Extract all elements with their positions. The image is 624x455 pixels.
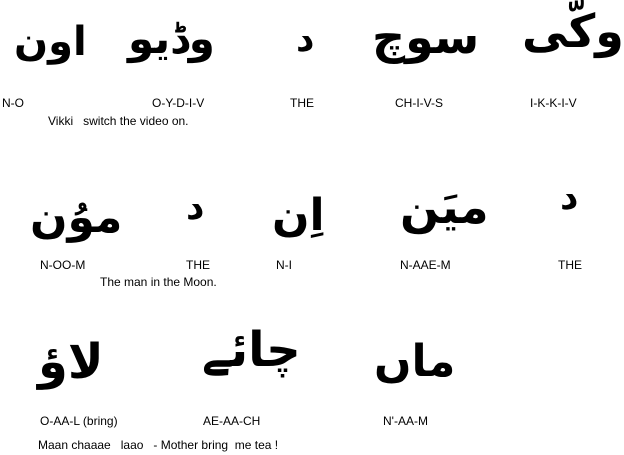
transliteration-label: N-AAE-M	[400, 258, 451, 272]
transliteration-label: N-I	[276, 258, 292, 272]
transliteration-label: N-O	[2, 96, 24, 110]
urdu-word: لاؤ	[38, 334, 104, 390]
urdu-word: چائے	[202, 322, 301, 378]
transliteration-label: I-K-K-I-V	[530, 96, 577, 110]
transliteration-label: THE	[290, 96, 314, 110]
urdu-word: د	[186, 187, 205, 228]
urdu-word: میَن	[400, 180, 489, 234]
transliteration-label: THE	[558, 258, 582, 272]
transliteration-label: O-AA-L (bring)	[40, 414, 118, 428]
transliteration-label: N-OO-M	[40, 258, 86, 272]
urdu-word: ماں	[374, 336, 456, 387]
urdu-word: موُن	[30, 192, 123, 243]
urdu-word: سوچ	[372, 10, 480, 64]
sentence-translation: Maan chaaae laao - Mother bring me tea !	[38, 438, 279, 452]
transliteration-label: AE-AA-CH	[203, 414, 261, 428]
urdu-word: اِن	[272, 190, 325, 241]
transliteration-label: N'-AA-M	[383, 414, 428, 428]
transliteration-label: CH-I-V-S	[395, 96, 443, 110]
urdu-word: وکّی	[522, 4, 624, 58]
transliteration-label: O-Y-D-I-V	[152, 96, 205, 110]
urdu-word: د	[296, 19, 315, 60]
sentence-translation: The man in the Moon.	[100, 275, 217, 289]
urdu-word: د	[560, 177, 579, 218]
transliteration-label: THE	[186, 258, 210, 272]
urdu-word: وڈیو	[128, 14, 215, 63]
urdu-word: اون	[14, 19, 87, 65]
sentence-translation: Vikki switch the video on.	[48, 114, 189, 128]
